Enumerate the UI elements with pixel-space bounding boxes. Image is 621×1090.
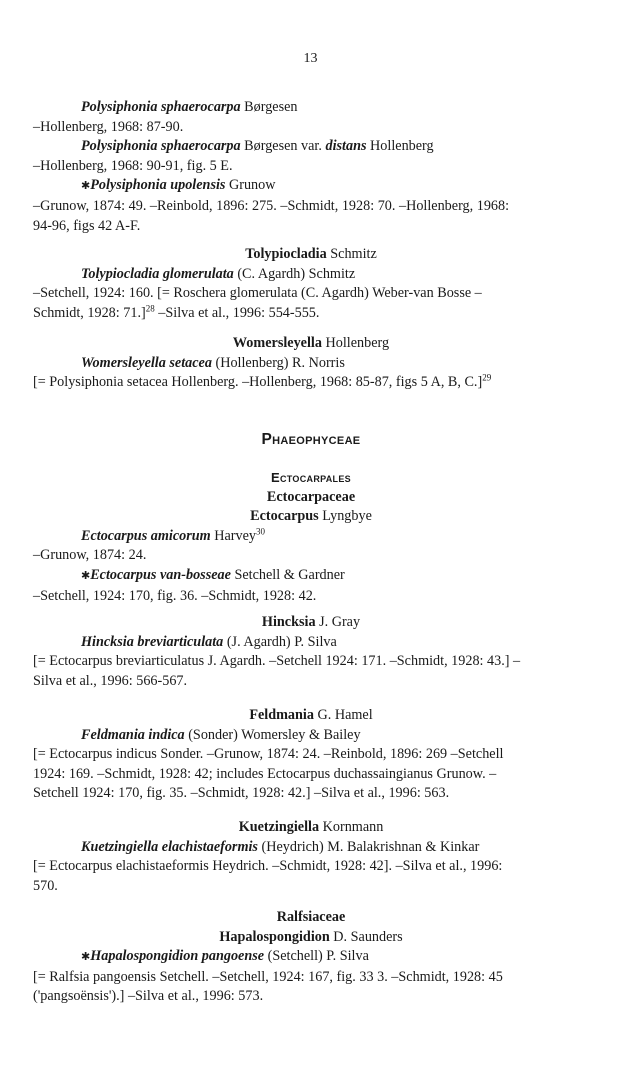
species-heading: Polysiphonia sphaerocarpa Børgesen [81, 99, 298, 115]
species-heading: ✱Polysiphonia upolensis Grunow [81, 177, 276, 194]
family-heading: Ralfsiaceae [276, 909, 346, 925]
genus-heading: Hapalospongidion D. Saunders [219, 928, 403, 945]
reference-line: 570. [33, 877, 58, 894]
reference-line: ('pangsoënsis').] –Silva et al., 1996: 573. [33, 988, 264, 1005]
womersleyella-block [33, 334, 589, 393]
page-number: 13 [303, 51, 318, 66]
polysiphonia-block [33, 98, 589, 236]
species-heading: Hincksia breviarticulata (J. Agardh) P. Silva [81, 633, 337, 650]
order-heading: Ectocarpales [271, 470, 351, 485]
reference-line: [= Ralfsia pangoensis Setchell. –Setchell, 1924: 167, fig. 33 3. –Schmidt, 1928: 45 [33, 968, 503, 985]
reference-line: Silva et al., 1996: 566-567. [33, 672, 188, 689]
species-heading: ✱Ectocarpus van-bosseae Setchell & Gardner [81, 566, 345, 583]
reference-line: –Hollenberg, 1968: 90-91, fig. 5 E. [33, 157, 233, 174]
reference-line: –Grunow, 1874: 24. [33, 547, 147, 564]
genus-heading: Feldmania G. Hamel [249, 707, 373, 723]
reference-line: –Setchell, 1924: 170, fig. 36. –Schmidt, 1928: 42. [33, 587, 317, 604]
endemic-marker-icon: ✱ [81, 180, 91, 193]
genus-heading: Tolypiocladia Schmitz [245, 246, 377, 262]
reference-line: 1924: 169. –Schmidt, 1928: 42; includes Ectocarpus duchassaingianus Grunow. – [33, 765, 497, 782]
species-heading: Ectocarpus amicorum Harvey$^{30}$ [81, 526, 265, 544]
endemic-marker-icon: ✱ [81, 951, 91, 964]
reference-line: [= Polysiphonia setacea Hollenberg. –Hollenberg, 1968: 85-87, figs 5 A, B, C.]$^{29}$ [33, 372, 492, 391]
kuetzingiella-block [33, 818, 589, 896]
ectocarpales-block [33, 468, 589, 606]
reference-line: [= Ectocarpus indicus Sonder. –Grunow, 1874: 24. –Reinbold, 1896: 269 –Setchell [33, 746, 504, 763]
genus-heading: Hincksia J. Gray [261, 614, 361, 630]
species-heading: Polysiphonia sphaerocarpa Børgesen var. distans Hollenberg [81, 138, 434, 155]
species-heading: ✱Hapalospongidion pangoense (Setchell) P. Silva [81, 948, 369, 965]
reference-line: Schmidt, 1928: 71.]$^{28}$ –Silva et al., 1996: 554-555. [33, 303, 320, 321]
reference-line: 94-96, figs 42 A-F. [33, 217, 141, 234]
reference-line: [= Ectocarpus breviarticulatus J. Agardh. –Setchell 1924: 171. –Schmidt, 1928: 43.] – [33, 653, 521, 670]
ralfsiaceae-block [33, 908, 589, 1007]
species-heading: Tolypiocladia glomerulata (C. Agardh) Schmitz [81, 265, 356, 282]
family-heading: Ectocarpaceae [266, 488, 356, 505]
hincksia-block [33, 613, 589, 691]
feldmania-block [33, 706, 589, 804]
genus-heading: Ectocarpus Lyngbye [250, 508, 372, 525]
reference-line: –Grunow, 1874: 49. –Reinbold, 1896: 275. –Schmidt, 1928: 70. –Hollenberg, 1968: [33, 197, 510, 214]
species-heading: Kuetzingiella elachistaeformis (Heydrich) M. Balakrishnan & Kinkar [81, 838, 480, 855]
species-heading: Womersleyella setacea (Hollenberg) R. Norris [81, 354, 345, 371]
reference-line: [= Ectocarpus elachistaeformis Heydrich. –Schmidt, 1928: 42]. –Silva et al., 1996: [33, 858, 503, 875]
endemic-marker-icon: ✱ [81, 569, 91, 582]
tolypiocladia-block [33, 245, 589, 323]
species-heading: Feldmania indica (Sonder) Womersley & Bailey [81, 726, 361, 743]
class-heading: Phaeophyceae [261, 431, 361, 448]
genus-heading: Kuetzingiella Kornmann [238, 819, 384, 835]
reference-line: –Hollenberg, 1968: 87-90. [33, 118, 184, 135]
reference-line: –Setchell, 1924: 160. [= Roschera glomerulata (C. Agardh) Weber-van Bosse – [33, 285, 482, 302]
reference-line: Setchell 1924: 170, fig. 35. –Schmidt, 1928: 42.] –Silva et al., 1996: 563. [33, 785, 450, 802]
genus-heading: Womersleyella Hollenberg [232, 335, 390, 351]
